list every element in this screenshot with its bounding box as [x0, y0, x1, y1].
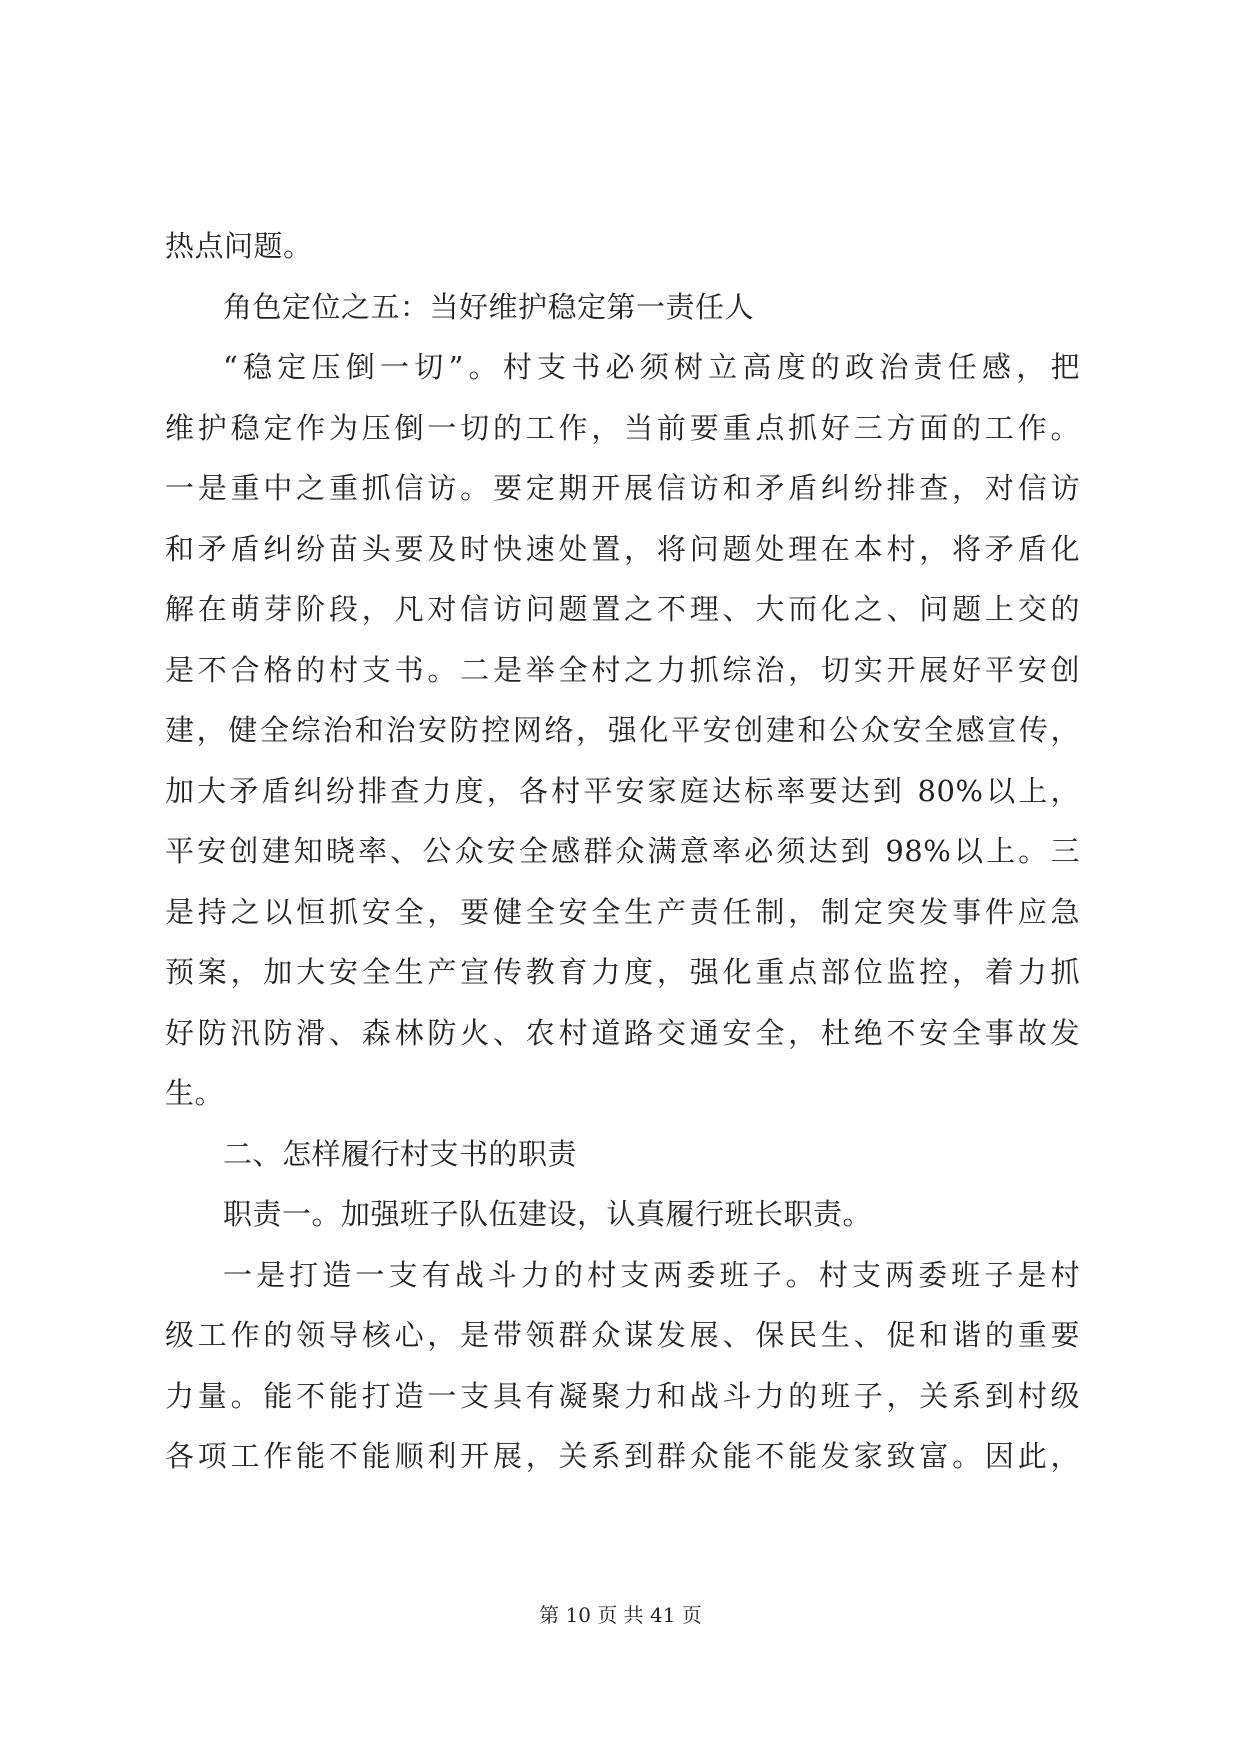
- text-line: 维护稳定作为压倒一切的工作，当前要重点抓好三方面的工作。: [165, 410, 1080, 445]
- text-line: 一是重中之重抓信访。要定期开展信访和矛盾纠纷排查，对信访: [165, 471, 1080, 505]
- text-line: 加大矛盾纠纷排查力度，各村平安家庭达标率要达到 80%以上，: [165, 773, 1080, 808]
- text-line: 级工作的领导核心，是带领群众谋发展、保民生、促和谐的重要: [165, 1318, 1080, 1352]
- text-line: 热点问题。: [165, 229, 313, 263]
- page-number-label: 第 10 页 共 41 页: [539, 1603, 702, 1627]
- text-line: 好防汛防滑、森林防火、农村道路交通安全，杜绝不安全事故发: [165, 1015, 1080, 1050]
- text-line: 建，健全综治和治安防控网络，强化平安创建和公众安全感宣传，: [165, 713, 1080, 747]
- text-line: 平安创建知晓率、公众安全感群众满意率必须达到 98%以上。三: [165, 834, 1080, 868]
- text-line: 预案，加大安全生产宣传教育力度，强化重点部位监控，着力抓: [165, 955, 1080, 989]
- text-line: “稳定压倒一切”。村支书必须树立高度的政治责任感，把: [223, 350, 1080, 384]
- document-body: [165, 216, 1080, 1487]
- text-line: 力量。能不能打造一支具有凝聚力和战斗力的班子，关系到村级: [165, 1378, 1080, 1413]
- section-heading: 二、怎样履行村支书的职责: [223, 1136, 578, 1171]
- section-heading: 角色定位之五：当好维护稳定第一责任人: [223, 289, 755, 324]
- text-line: 解在萌芽阶段，凡对信访问题置之不理、大而化之、问题上交的: [165, 592, 1080, 626]
- text-line: 一是打造一支有战斗力的村支两委班子。村支两委班子是村: [223, 1257, 1080, 1292]
- text-line: 各项工作能不能顺利开展，关系到群众能不能发家致富。因此，: [165, 1439, 1080, 1473]
- subsection-heading: 职责一。加强班子队伍建设，认真履行班长职责。: [223, 1197, 873, 1231]
- text-line: 和矛盾纠纷苗头要及时快速处置，将问题处理在本村，将矛盾化: [165, 531, 1080, 566]
- text-line: 是不合格的村支书。二是举全村之力抓综治，切实开展好平安创: [165, 652, 1080, 687]
- page-footer: [0, 1600, 1241, 1630]
- text-line: 是持之以恒抓安全，要健全安全生产责任制，制定突发事件应急: [165, 894, 1080, 929]
- text-line: 生。: [165, 1076, 225, 1110]
